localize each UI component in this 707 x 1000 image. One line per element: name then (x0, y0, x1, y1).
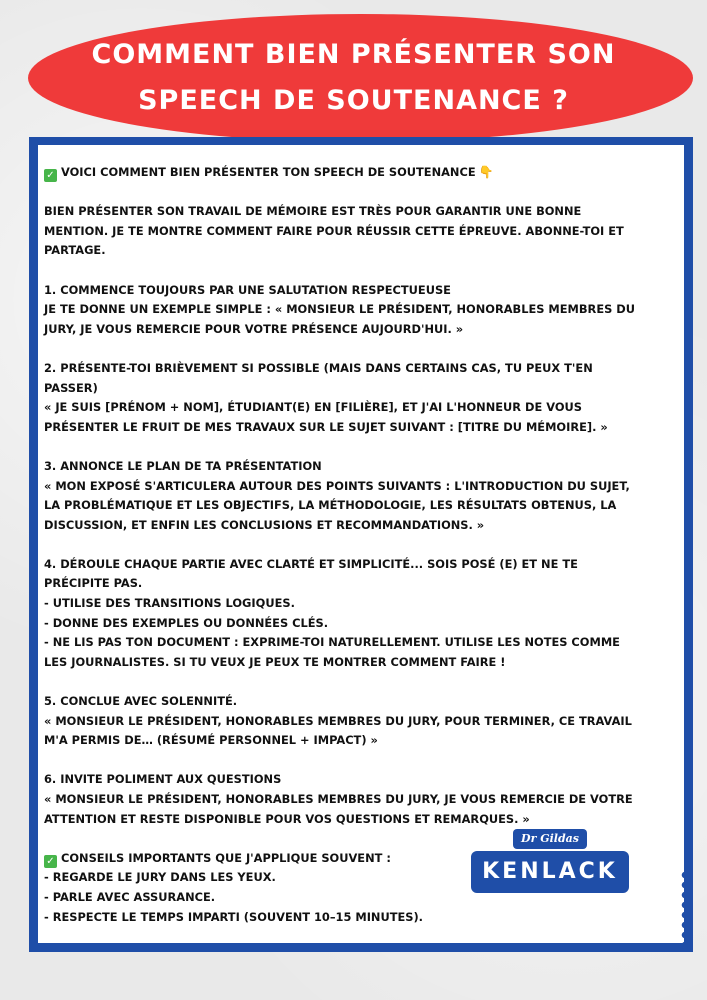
section-line: LES JOURNALISTES. SI TU VEUX JE PEUX TE MONTRER COMMENT FAIRE ! (44, 654, 506, 669)
tip-item: - REGARDE LE JURY DANS LES YEUX. (44, 870, 276, 885)
intro-line: MENTION. JE TE MONTRE COMMENT FAIRE POUR RÉUSSIR CETTE ÉPREUVE. ABONNE-TOI ET (44, 223, 624, 238)
decorative-dots (610, 942, 690, 952)
section-title: 1. COMMENCE TOUJOURS PAR UNE SALUTATION RESPECTUEUSE (44, 282, 451, 297)
section-line: « JE SUIS [PRÉNOM + NOM], ÉTUDIANT(E) EN [FILIÈRE], ET J'AI L'HONNEUR DE VOUS (44, 400, 582, 415)
author-badge (471, 829, 629, 893)
tip-item: - RESPECTE LE TEMPS IMPARTI (SOUVENT 10–15 MINUTES). (44, 909, 423, 924)
section-line: PRÉCIPITE PAS. (44, 576, 143, 591)
section-line: ATTENTION ET RESTE DISPONIBLE POUR VOS QUESTIONS ET REMARQUES. » (44, 811, 530, 826)
author-title: Dr Gildas (513, 829, 587, 849)
page-title (40, 32, 667, 124)
section-line: - UTILISE DES TRANSITIONS LOGIQUES. (44, 596, 295, 611)
section-line: PASSER) (44, 380, 98, 395)
section-3 (44, 457, 680, 535)
section-1 (44, 281, 680, 340)
title-line-2: SPEECH DE SOUTENANCE ? (138, 85, 569, 116)
intro-heading: VOICI COMMENT BIEN PRÉSENTER TON SPEECH DE SOUTENANCE (61, 165, 476, 179)
author-name: KENLACK (471, 851, 629, 893)
intro-heading-block (44, 163, 680, 183)
title-line-1: COMMENT BIEN PRÉSENTER SON (91, 39, 616, 70)
section-5 (44, 692, 680, 751)
tips-heading: CONSEILS IMPORTANTS QUE J'APPLIQUE SOUVENT : (61, 850, 391, 865)
section-line: DISCUSSION, ET ENFIN LES CONCLUSIONS ET RECOMMANDATIONS. » (44, 517, 485, 532)
intro-paragraph (44, 202, 680, 261)
check-mark-icon: ✓ (44, 855, 57, 868)
section-2 (44, 359, 680, 437)
section-title: 6. INVITE POLIMENT AUX QUESTIONS (44, 772, 282, 787)
section-line: « MON EXPOSÉ S'ARTICULERA AUTOUR DES POINTS SUIVANTS : L'INTRODUCTION DU SUJET, (44, 478, 630, 493)
section-line: LA PROBLÉMATIQUE ET LES OBJECTIFS, LA MÉTHODOLOGIE, LES RÉSULTATS OBTENUS, LA (44, 498, 617, 513)
check-mark-icon: ✓ (44, 169, 57, 182)
section-6 (44, 770, 680, 829)
section-line: PRÉSENTER LE FRUIT DE MES TRAVAUX SUR LE SUJET SUIVANT : [TITRE DU MÉMOIRE]. » (44, 419, 608, 434)
tip-item: - PARLE AVEC ASSURANCE. (44, 889, 216, 904)
section-line: - NE LIS PAS TON DOCUMENT : EXPRIME-TOI NATURELLEMENT. UTILISE LES NOTES COMME (44, 635, 620, 650)
section-title: 3. ANNONCE LE PLAN DE TA PRÉSENTATION (44, 458, 322, 473)
section-line: « MONSIEUR LE PRÉSIDENT, HONORABLES MEMBRES DU JURY, JE VOUS REMERCIE DE VOTRE (44, 792, 633, 806)
intro-line: PARTAGE. (44, 243, 106, 258)
section-title: 2. PRÉSENTE-TOI BRIÈVEMENT SI POSSIBLE (MAIS DANS CERTAINS CAS, TU PEUX T'EN (44, 360, 593, 375)
section-title: 5. CONCLUE AVEC SOLENNITÉ. (44, 694, 238, 709)
section-line: JURY, JE VOUS REMERCIE POUR VOTRE PRÉSENCE AUJOURD'HUI. » (44, 321, 464, 336)
section-line: M'A PERMIS DE… (RÉSUMÉ PERSONNEL + IMPACT) » (44, 733, 378, 748)
section-line: « MONSIEUR LE PRÉSIDENT, HONORABLES MEMBRES DU JURY, POUR TERMINER, CE TRAVAIL (44, 713, 632, 728)
pointing-down-icon: 👇 (478, 165, 494, 179)
section-4 (44, 555, 680, 673)
intro-line: BIEN PRÉSENTER SON TRAVAIL DE MÉMOIRE EST TRÈS POUR GARANTIR UNE BONNE (44, 204, 582, 219)
section-title: 4. DÉROULE CHAQUE PARTIE AVEC CLARTÉ ET SIMPLICITÉ... SOIS POSÉ (E) ET NE TE (44, 556, 578, 571)
section-line: JE TE DONNE UN EXEMPLE SIMPLE : « MONSIEUR LE PRÉSIDENT, HONORABLES MEMBRES DU (44, 302, 635, 317)
section-line: - DONNE DES EXEMPLES OU DONNÉES CLÉS. (44, 615, 329, 630)
decorative-dots (680, 870, 690, 950)
